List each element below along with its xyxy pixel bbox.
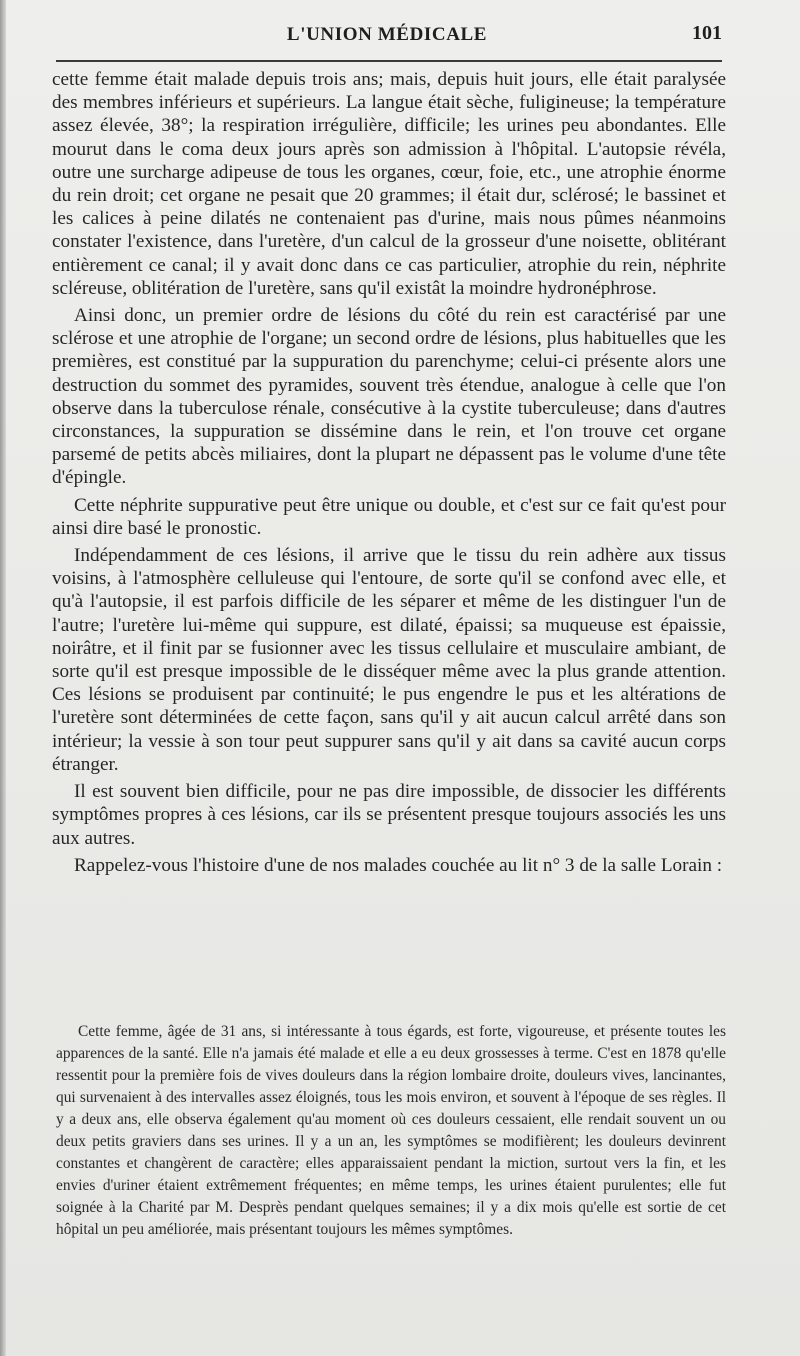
page-edge-shadow [0,0,6,1356]
header-rule [56,60,722,62]
paragraph-continuation: cette femme était malade depuis trois ans; mais, depuis huit jours, elle était paralysée des membres inférieurs et supérieurs. La langue était sèche, fuligineuse; la température assez élevée, 38°; la respiration irrégulière, difficile; les urines peu abondantes. Elle mourut dans le coma deux jours après son admission à l'hôpital. L'autopsie révéla, outre une surcharge adipeuse de tous les organes, cœur, foie, etc., une atrophie énorme du rein droit; cet organe ne pesait que 20 grammes; il était dur, sclérosé; le bassinet et les calices à peine dilatés ne contenaient pas d'urine, mais nous pûmes néanmoins constater l'existence, dans l'uretère, d'un calcul de la grosseur d'une noisette, oblitérant entièrement ce canal; il y avait donc dans ce cas particulier, atrophie du rein, néphrite scléreuse, oblitération de l'uretère, sans qu'il existât la moindre hydronéphrose. [52,69,726,299]
case-note-paragraph: Cette femme, âgée de 31 ans, si intéressante à tous égards, est forte, vigoureuse, et présente toutes les apparences de la santé. Elle n'a jamais été malade et elle a eu deux grossesses à terme. C'est en 1878 qu'elle ressentit pour la première fois de vives douleurs dans la région lombaire droite, douleurs vives, lancinantes, qui survenaient à des intervalles assez éloignés, tous les mois environ, et souvent à l'époque de ses règles. Il y a deux ans, elle observa également qu'au moment où ces douleurs cessaient, elle rendait souvent un ou deux petits graviers dans ses urines. Il y a un an, les symptômes se modifièrent; les douleurs devinrent constantes et changèrent de caractère; elles apparaissaient pendant la miction, surtout vers la fin, et les envies d'uriner étaient extrêmement fréquentes; en même temps, les urines étaient purulentes; elle fut soignée à la Charité par M. Desprès pendant quelques semaines; il y a dix mois qu'elle est sortie de cet hôpital un peu améliorée, mais présentant toujours les mêmes symptômes. [56,1023,726,1238]
page-header [52,20,722,52]
paragraph-case-intro: Rappelez-vous l'histoire d'une de nos malades couchée au lit n° 3 de la salle Lorain : [74,854,723,876]
paragraph-adhesion: Indépendamment de ces lésions, il arrive que le tissu du rein adhère aux tissus voisins, à l'atmosphère celluleuse qui l'entoure, de sorte qu'il se confond avec elle, et qu'à l'autopsie, il est parfois difficile de les séparer et même de les distinguer l'un de l'autre; l'uretère lui-même qui suppure, est dilaté, épaissi; sa muqueuse est épaissie, noirâtre, et il finit par se fusionner avec les tissus cellulaire et musculaire ambiant, de sorte qu'il est presque impossible de le disséquer même avec la plus grande attention. Ces lésions se produisent par continuité; le pus engendre le pus et les altérations de l'uretère sont déterminées de cette façon, sans qu'il y ait aucun calcul arrêté dans son intérieur; la vessie à son tour peut suppurer sans qu'il y ait dans sa cavité aucun corps étranger. [52,545,726,775]
paragraph-prognosis: Cette néphrite suppurative peut être unique ou double, et c'est sur ce fait qu'est pour ainsi dire basé le pronostic. [52,494,726,539]
paragraph-lesions: Ainsi donc, un premier ordre de lésions du côté du rein est caractérisé par une sclérose et une atrophie de l'organe; un second ordre de lésions, plus habituelles que les premières, est constitué par la suppuration du parenchyme; celui-ci présente alors une destruction du sommet des pyramides, souvent très étendue, analogue à celle que l'on observe dans la tuberculose rénale, consécutive à la cystite tuberculeuse; dans d'autres circonstances, la suppuration se dissémine dans le rein, et l'on trouve cet organe parsemé de petits abcès miliaires, dont la plupart ne dépassent pas le volume d'une tête d'épingle. [52,305,726,489]
paragraph-symptoms: Il est souvent bien difficile, pour ne pas dire impossible, de dissocier les différents symptômes propres à ces lésions, car ils se présentent presque toujours associés les uns aux autres. [52,781,726,849]
running-title: L'UNION MÉDICALE [286,24,488,45]
page-number: 101 [692,22,722,44]
case-observation [56,1021,726,1241]
main-text [52,68,726,881]
